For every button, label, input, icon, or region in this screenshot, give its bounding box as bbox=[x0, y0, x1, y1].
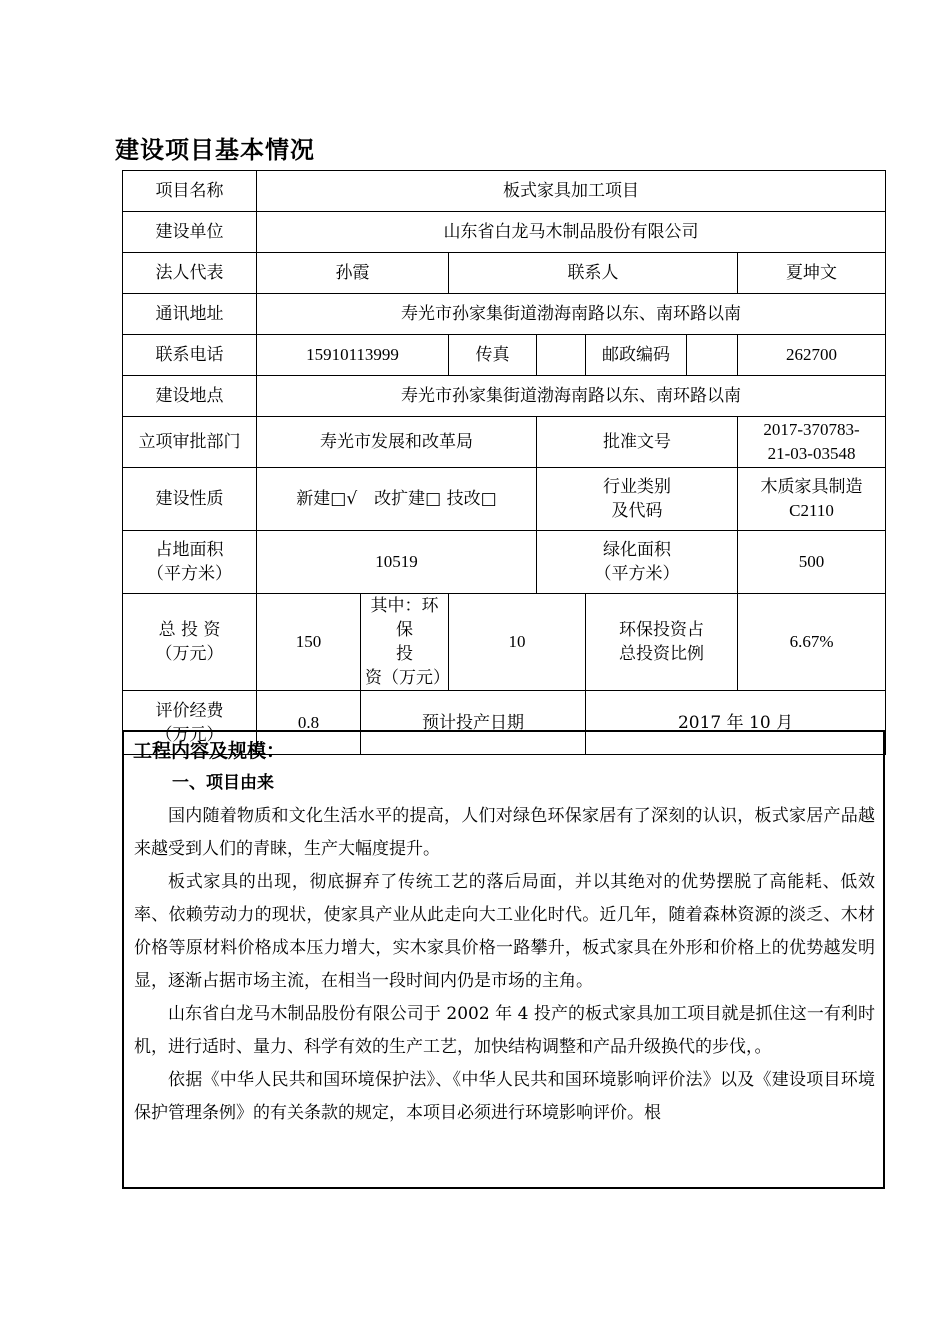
start-date-label: 预计投产日期 bbox=[361, 691, 586, 755]
investment-label-line2: （万元） bbox=[155, 644, 224, 664]
paragraph-3: 山东省白龙马木制品股份有限公司于 2002 年 4 投产的板式家具加工项目就是抓住这一有利时机，进行适时、量力、科学有效的生产工艺，加快结构调整和产品升级换代的步伐，。 bbox=[134, 1004, 875, 1057]
legal-rep-value: 孙霞 bbox=[257, 253, 449, 294]
eval-fee-label-line1: 评价经费 bbox=[155, 700, 224, 721]
site-value: 寿光市孙家集街道渤海南路以东、南环路以南 bbox=[257, 376, 886, 417]
fax-label: 传真 bbox=[449, 335, 537, 376]
builder-label: 建设单位 bbox=[123, 212, 257, 253]
env-invest-label-line1: 其中：环保 bbox=[370, 596, 439, 640]
env-invest-value: 10 bbox=[449, 594, 586, 691]
paragraph-1: 国内随着物质和文化生活水平的提高，人们对绿色环保家居有了深刻的认识，板式家居产品越来越受到人们的青睐，生产大幅度提升。 bbox=[134, 806, 875, 859]
approval-dept-label: 立项审批部门 bbox=[123, 417, 257, 468]
address-value: 寿光市孙家集街道渤海南路以东、南环路以南 bbox=[257, 294, 886, 335]
investment-value: 150 bbox=[257, 594, 361, 691]
phone-value: 15910113999 bbox=[257, 335, 449, 376]
phone-label: 联系电话 bbox=[123, 335, 257, 376]
land-area-label-line2: （平方米） bbox=[147, 564, 232, 584]
approval-dept-value: 寿光市发展和改革局 bbox=[257, 417, 537, 468]
env-invest-label-line2: 投 bbox=[396, 644, 413, 664]
approval-no-line1: 2017-370783- bbox=[763, 420, 860, 439]
postcode-cell bbox=[586, 335, 738, 376]
env-ratio-label-line2: 总投资比例 bbox=[619, 644, 704, 664]
nature-value: 新建□√ 改扩建□ 技改□ bbox=[257, 468, 537, 531]
land-area-label bbox=[123, 531, 257, 594]
approval-no-line2: 21-03-03548 bbox=[767, 444, 856, 463]
env-ratio-label-line1: 环保投资占 bbox=[619, 620, 704, 640]
address-label: 通讯地址 bbox=[123, 294, 257, 335]
industry-label-line2: 及代码 bbox=[611, 501, 663, 521]
industry-line1: 木质家具制造 bbox=[760, 477, 863, 497]
investment-label-line1: 总 投 资 bbox=[158, 620, 221, 640]
section-heading: 一、项目由来 bbox=[172, 773, 274, 793]
eval-fee-label-line2: （万元） bbox=[155, 724, 224, 745]
env-invest-label-line3: 资（万元） bbox=[365, 668, 450, 688]
industry-label-line1: 行业类别 bbox=[603, 477, 671, 497]
project-name-value: 板式家具加工项目 bbox=[257, 171, 886, 212]
legal-rep-label: 法人代表 bbox=[123, 253, 257, 294]
env-invest-label bbox=[361, 594, 449, 691]
content-heading: 工程内容及规模： bbox=[133, 740, 286, 762]
land-area-value: 10519 bbox=[257, 531, 537, 594]
postcode-value: 262700 bbox=[738, 335, 886, 376]
contact-value: 夏坤文 bbox=[738, 253, 886, 294]
green-area-label-line2: （平方米） bbox=[594, 564, 680, 584]
industry-label bbox=[537, 468, 738, 531]
green-area-value: 500 bbox=[738, 531, 886, 594]
eval-fee-value: 0.8 bbox=[257, 691, 361, 755]
paragraph-2: 板式家具的出现，彻底摒弃了传统工艺的落后局面，并以其绝对的优势摆脱了高能耗、低效率、依赖劳动力的现状，使家具产业从此走向大工业化时代。近几年，随着森林资源的淡乏、木材价格等原材料价格成本压力增大，实木家具价格一路攀升，板式家具在外形和价格上的优势越发明显，逐渐占据市场主流，在相当一段时间内仍是市场的主角。 bbox=[134, 872, 875, 991]
project-name-label: 项目名称 bbox=[123, 171, 257, 212]
env-ratio-value: 6.67% bbox=[738, 594, 886, 691]
green-area-label bbox=[537, 531, 738, 594]
approval-no-label: 批准文号 bbox=[537, 417, 738, 468]
approval-no-value bbox=[738, 417, 886, 468]
green-area-label-line1: 绿化面积 bbox=[603, 540, 671, 560]
env-ratio-label bbox=[586, 594, 738, 691]
start-date-value: 2017 年 10 月 bbox=[586, 691, 886, 755]
industry-value bbox=[738, 468, 886, 531]
site-label: 建设地点 bbox=[123, 376, 257, 417]
page-title: 建设项目基本情况 bbox=[115, 136, 315, 164]
builder-value: 山东省白龙马木制品股份有限公司 bbox=[257, 212, 886, 253]
project-info-table bbox=[122, 170, 886, 755]
fax-value bbox=[537, 335, 586, 376]
land-area-label-line1: 占地面积 bbox=[155, 540, 224, 560]
contact-label: 联系人 bbox=[449, 253, 738, 294]
project-content-box bbox=[122, 730, 885, 1189]
nature-label: 建设性质 bbox=[123, 468, 257, 531]
paragraph-4: 依据《中华人民共和国环境保护法》、《中华人民共和国环境影响评价法》以及《建设项目环境保护管理条例》的有关条款的规定，本项目必须进行环境影响评价。根 bbox=[134, 1070, 875, 1123]
investment-label bbox=[123, 594, 257, 691]
industry-line2: C2110 bbox=[789, 501, 834, 520]
postcode-label: 邮政编码 bbox=[586, 335, 687, 375]
